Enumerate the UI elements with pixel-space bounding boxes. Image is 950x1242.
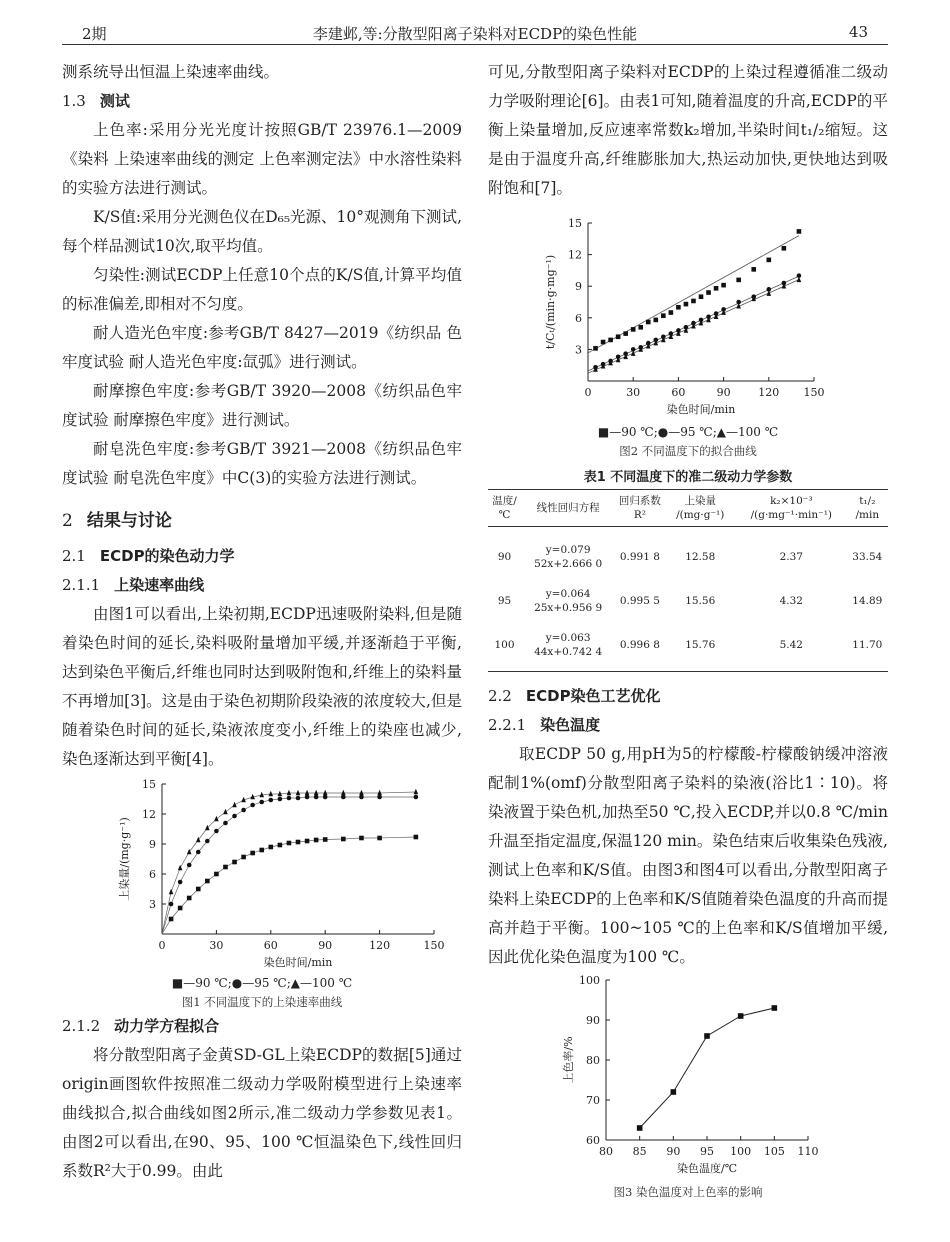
data-point-square xyxy=(287,841,292,846)
figure-3-caption: 图3 染色温度对上色率的影响 xyxy=(613,1185,763,1199)
paragraph: 可见,分散型阳离子染料对ECDP的上染过程遵循准二级动力学吸附理论[6]。由表1可知,随着温度的升高,ECDP的平衡上染量增加,反应速率常数k₂增加,半染时间t₁/₂缩短。这是由于温度升高,纤维膨胀加大,热运动加快,更快地达到吸附饱和[7]。 xyxy=(488,63,888,197)
section-heading-2-1-1: 2.1.1 上染速率曲线 xyxy=(62,576,205,594)
data-point-triangle xyxy=(314,790,319,796)
data-point-square xyxy=(691,299,696,304)
data-point-circle xyxy=(359,795,364,800)
paragraph: 由图1可以看出,上染初期,ECDP迅速吸附染料,但是随着染色时间的延长,染料吸附量增加平缓,并逐渐趋于平衡,达到染色平衡后,纤维也同时达到吸附饱和,纤维上的染料量不再增加[3]。这是由于染色初期阶段染液的浓度较大,但是随着染色时间的延长,染液浓度变小,纤维上的染座也减少,染色逐渐达到平衡[4]。 xyxy=(62,605,462,768)
figure-3 xyxy=(488,972,888,1202)
x-tick-label: 60 xyxy=(671,386,686,399)
data-point-square xyxy=(205,879,210,884)
table-header: t₁/₂ /min xyxy=(847,490,888,527)
data-point-circle xyxy=(278,797,283,802)
data-point-circle xyxy=(414,795,419,800)
table-cell: 4.32 xyxy=(779,595,803,607)
figure-1-caption: 图1 不同温度下的上染速率曲线 xyxy=(181,995,343,1009)
data-point-square xyxy=(377,836,382,841)
data-point-circle xyxy=(287,796,292,801)
table-cell: 90 xyxy=(497,551,512,563)
data-point-square xyxy=(250,851,255,856)
data-point-triangle xyxy=(797,277,802,283)
data-point-triangle xyxy=(377,790,382,796)
data-point-square xyxy=(684,302,689,307)
x-tick-label: 90 xyxy=(666,1145,681,1158)
figure-1-chart xyxy=(62,774,462,974)
figure-3-chart xyxy=(488,972,888,1182)
x-tick-label: 100 xyxy=(730,1145,752,1158)
data-point-triangle xyxy=(296,790,301,796)
data-point-square xyxy=(676,305,681,310)
table-row xyxy=(488,615,888,672)
data-point-circle xyxy=(314,795,319,800)
table-cell: y=0.079 52x+2.666 0 xyxy=(534,544,603,570)
data-point-circle xyxy=(178,880,183,885)
x-tick-label: 30 xyxy=(626,386,641,399)
data-point-circle xyxy=(341,795,346,800)
paragraph: 上色率:采用分光光度计按照GB/T 23976.1—2009《染料 上染速率曲线的测定 上色率测定法》中水溶性染料的实验方法进行测试。 xyxy=(62,121,462,197)
table-cell: y=0.064 25x+0.956 9 xyxy=(534,588,603,614)
y-tick-label: 70 xyxy=(586,1094,600,1107)
table-cell: 15.56 xyxy=(685,595,716,607)
y-tick-label: 9 xyxy=(575,280,582,294)
table-1-caption: 表1 不同温度下的准二级动力学参数 xyxy=(583,470,793,485)
data-point-square xyxy=(631,327,636,332)
x-tick-label: 90 xyxy=(716,386,731,399)
data-point-triangle xyxy=(305,790,310,796)
x-tick-label: 0 xyxy=(584,386,592,399)
data-point-triangle xyxy=(359,790,364,796)
x-tick-label: 120 xyxy=(758,386,780,399)
y-axis-label: 上色率/% xyxy=(562,1036,575,1084)
y-tick-label: 15 xyxy=(142,778,156,791)
table-cell: 33.54 xyxy=(852,551,883,563)
data-point-square xyxy=(669,310,674,315)
data-point-square xyxy=(269,845,274,850)
data-point-square xyxy=(706,290,711,295)
data-point-square xyxy=(623,331,628,336)
y-tick-label: 6 xyxy=(149,868,156,881)
data-point-circle xyxy=(223,821,228,826)
y-tick-label: 6 xyxy=(575,311,582,325)
data-point-circle xyxy=(187,863,192,868)
data-point-square xyxy=(169,917,174,922)
data-point-triangle xyxy=(287,790,292,796)
y-axis-label: 上染量/(mg·g⁻¹) xyxy=(118,817,131,901)
issue-number: 2期 xyxy=(82,25,107,43)
x-tick-label: 105 xyxy=(763,1145,785,1158)
y-tick-label: 90 xyxy=(586,1014,600,1027)
section-heading-1-3: 1.3 测试 xyxy=(62,92,130,110)
data-point-triangle xyxy=(767,290,772,296)
table-cell: 2.37 xyxy=(779,551,803,563)
running-header xyxy=(62,14,888,45)
data-point-square xyxy=(721,283,726,288)
data-point-square xyxy=(278,843,283,848)
x-axis-label: 染色温度/℃ xyxy=(676,1162,738,1175)
series-line xyxy=(162,797,416,934)
series-line xyxy=(640,1008,775,1128)
data-point-square xyxy=(616,334,621,339)
figure-1 xyxy=(62,774,462,1012)
data-point-square xyxy=(187,896,192,901)
data-point-square xyxy=(608,338,613,343)
table-header: 上染量 /(mg·g⁻¹) xyxy=(664,490,735,527)
data-point-square xyxy=(359,836,364,841)
data-point-square xyxy=(341,837,346,842)
data-point-square xyxy=(772,1005,778,1011)
data-point-square xyxy=(654,318,659,323)
data-point-square xyxy=(671,1089,677,1095)
data-point-triangle xyxy=(341,790,346,796)
data-point-square xyxy=(259,848,264,853)
table-cell: y=0.063 44x+0.742 4 xyxy=(521,615,615,672)
x-tick-label: 60 xyxy=(263,939,278,952)
data-point-square xyxy=(196,887,201,892)
table-1 xyxy=(488,489,888,672)
data-point-square xyxy=(782,246,787,251)
data-point-square xyxy=(646,320,651,325)
paragraph: 取ECDP 50 g,用pH为5的柠檬酸-柠檬酸钠缓冲溶液配制1%(omf)分散型阳离子染料的染液(浴比1∶10)。将染液置于染色机,加热至50 ℃,投入ECDP,并以0.8 ℃/min升温至指定温度,保温120 min。染色结束后收集染色残液,测试上色率和K/S值。由图3和图4可以看出,分散型阳离子染料上染ECDP的上色率和K/S值随着染色温度的升高而提高并趋于平衡。100~105 ℃的上色率和K/S值增加平缓,因此优化染色温度为100 ℃。 xyxy=(488,745,888,966)
section-heading-2-1-2: 2.1.2 动力学方程拟合 xyxy=(62,1017,220,1035)
data-point-circle xyxy=(169,902,174,907)
table-cell: 15.76 xyxy=(664,615,735,672)
data-point-circle xyxy=(196,850,201,855)
data-point-square xyxy=(314,838,319,843)
table-cell: 11.70 xyxy=(847,615,888,672)
data-point-triangle xyxy=(269,791,274,797)
section-heading-2-2: 2.2 ECDP染色工艺优化 xyxy=(488,687,661,705)
series-line xyxy=(162,792,416,934)
data-point-triangle xyxy=(223,809,228,815)
x-tick-label: 110 xyxy=(797,1145,819,1158)
data-point-square xyxy=(414,835,419,840)
data-point-square xyxy=(241,855,246,860)
data-point-square xyxy=(214,872,219,877)
data-point-square xyxy=(323,837,328,842)
table-row xyxy=(488,527,888,572)
y-axis-label: t/Cₜ/(min·g·mg⁻¹) xyxy=(544,254,557,350)
paragraph: 匀染性:测试ECDP上任意10个点的K/S值,计算平均值的标准偏差,即相对不匀度。 xyxy=(62,266,462,313)
y-tick-label: 60 xyxy=(586,1134,600,1147)
data-point-square xyxy=(736,278,741,283)
y-tick-label: 15 xyxy=(568,217,582,230)
x-tick-label: 150 xyxy=(803,386,825,399)
x-tick-label: 0 xyxy=(158,939,166,952)
data-point-triangle xyxy=(414,789,419,795)
data-point-square xyxy=(797,229,802,234)
data-point-square xyxy=(178,906,183,911)
table-cell: 5.42 xyxy=(736,615,847,672)
x-tick-label: 150 xyxy=(423,939,445,952)
y-tick-label: 100 xyxy=(579,974,600,987)
x-tick-label: 90 xyxy=(318,939,333,952)
data-point-square xyxy=(751,267,756,272)
running-title: 李建邺,等:分散型阳离子染料对ECDP的染色性能 xyxy=(312,25,638,43)
right-column xyxy=(488,58,888,1202)
data-point-square xyxy=(704,1033,710,1039)
data-point-square xyxy=(661,313,666,318)
x-tick-label: 120 xyxy=(369,939,391,952)
table-header: k₂×10⁻³ /(g·mg⁻¹·min⁻¹) xyxy=(736,490,847,527)
section-heading-2-1: 2.1 ECDP的染色动力学 xyxy=(62,547,235,565)
page-number: 43 xyxy=(848,23,868,41)
x-tick-label: 30 xyxy=(209,939,224,952)
data-point-square xyxy=(223,865,228,870)
data-point-square xyxy=(699,294,704,299)
data-point-circle xyxy=(305,795,310,800)
table-cell: 0.995 5 xyxy=(619,595,660,607)
x-tick-label: 95 xyxy=(700,1145,714,1158)
data-point-circle xyxy=(214,829,219,834)
x-axis-label: 染色时间/min xyxy=(263,956,333,969)
data-point-circle xyxy=(250,803,255,808)
data-point-square xyxy=(296,840,301,845)
x-tick-label: 85 xyxy=(632,1145,647,1158)
paragraph: 耐人造光色牢度:参考GB/T 8427—2019《纺织品 色牢度试验 耐人造光色牢度:氙弧》进行测试。 xyxy=(62,324,462,371)
table-header: 温度/℃ xyxy=(488,490,521,527)
data-point-triangle xyxy=(323,790,328,796)
data-point-circle xyxy=(377,795,382,800)
table-header: 线性回归方程 xyxy=(521,490,615,527)
paragraph: 将分散型阳离子金黄SD-GL上染ECDP的数据[5]通过origin画图软件按照准二级动力学吸附模型进行上染速率曲线拟合,拟合曲线如图2所示,准二级动力学参数见表1。由图2可以看出,在90、95、100 ℃恒温染色下,线性回归系数R²大于0.99。由此 xyxy=(62,1046,462,1180)
left-column xyxy=(62,58,462,1186)
data-point-circle xyxy=(323,795,328,800)
x-axis-label: 染色时间/min xyxy=(666,403,736,416)
data-point-square xyxy=(738,1013,744,1019)
data-point-square xyxy=(601,340,606,345)
x-tick-label: 80 xyxy=(599,1145,613,1158)
paragraph: 耐皂洗色牢度:参考GB/T 3921—2008《纺织品色牢度试验 耐皂洗色牢度》中C(3)的实验方法进行测试。 xyxy=(62,440,462,487)
y-tick-label: 80 xyxy=(586,1054,600,1067)
figure-2-chart xyxy=(488,211,888,423)
figure-2-legend: ■—90 ℃;●—95 ℃;▲—100 ℃ xyxy=(597,425,779,439)
y-tick-label: 3 xyxy=(575,343,582,357)
data-point-square xyxy=(593,346,598,351)
data-point-square xyxy=(637,1125,643,1131)
table-row xyxy=(488,571,888,615)
data-point-square xyxy=(232,860,237,865)
figure-2-caption: 图2 不同温度下的拟合曲线 xyxy=(619,444,757,458)
data-point-circle xyxy=(241,808,246,813)
section-heading-2: 2 结果与讨论 xyxy=(62,511,172,531)
table-cell: 14.89 xyxy=(852,595,883,607)
figure-1-legend: ■—90 ℃;●—95 ℃;▲—100 ℃ xyxy=(171,976,353,990)
y-tick-label: 12 xyxy=(568,248,582,262)
paragraph: K/S值:采用分光测色仪在D₆₅光源、10°观测角下测试,每个样品测试10次,取平均值。 xyxy=(62,208,462,255)
data-point-triangle xyxy=(169,889,174,895)
data-point-triangle xyxy=(205,825,210,831)
data-point-triangle xyxy=(214,816,219,822)
data-point-circle xyxy=(269,798,274,803)
table-cell: 0.996 8 xyxy=(615,615,664,672)
table-cell: 0.991 8 xyxy=(619,551,660,563)
data-point-circle xyxy=(205,839,210,844)
section-heading-2-2-1: 2.2.1 染色温度 xyxy=(488,716,601,734)
paragraph: 耐摩擦色牢度:参考GB/T 3920—2008《纺织品色牢度试验 耐摩擦色牢度》进行测试。 xyxy=(62,382,462,429)
figure-2 xyxy=(488,211,888,461)
paragraph: 测系统导出恒温上染速率曲线。 xyxy=(62,63,280,81)
data-point-square xyxy=(305,839,310,844)
table-cell: 95 xyxy=(497,595,512,607)
data-point-circle xyxy=(296,796,301,801)
y-tick-label: 9 xyxy=(149,838,156,851)
table-header: 回归系数 R² xyxy=(615,490,664,527)
y-tick-label: 3 xyxy=(149,898,156,911)
table-cell: 100 xyxy=(488,615,521,672)
data-point-square xyxy=(714,286,719,291)
data-point-circle xyxy=(259,800,264,805)
y-tick-label: 12 xyxy=(142,808,156,821)
data-point-square xyxy=(767,258,772,263)
table-cell: 12.58 xyxy=(685,551,716,563)
data-point-circle xyxy=(232,814,237,819)
data-point-square xyxy=(638,325,643,330)
